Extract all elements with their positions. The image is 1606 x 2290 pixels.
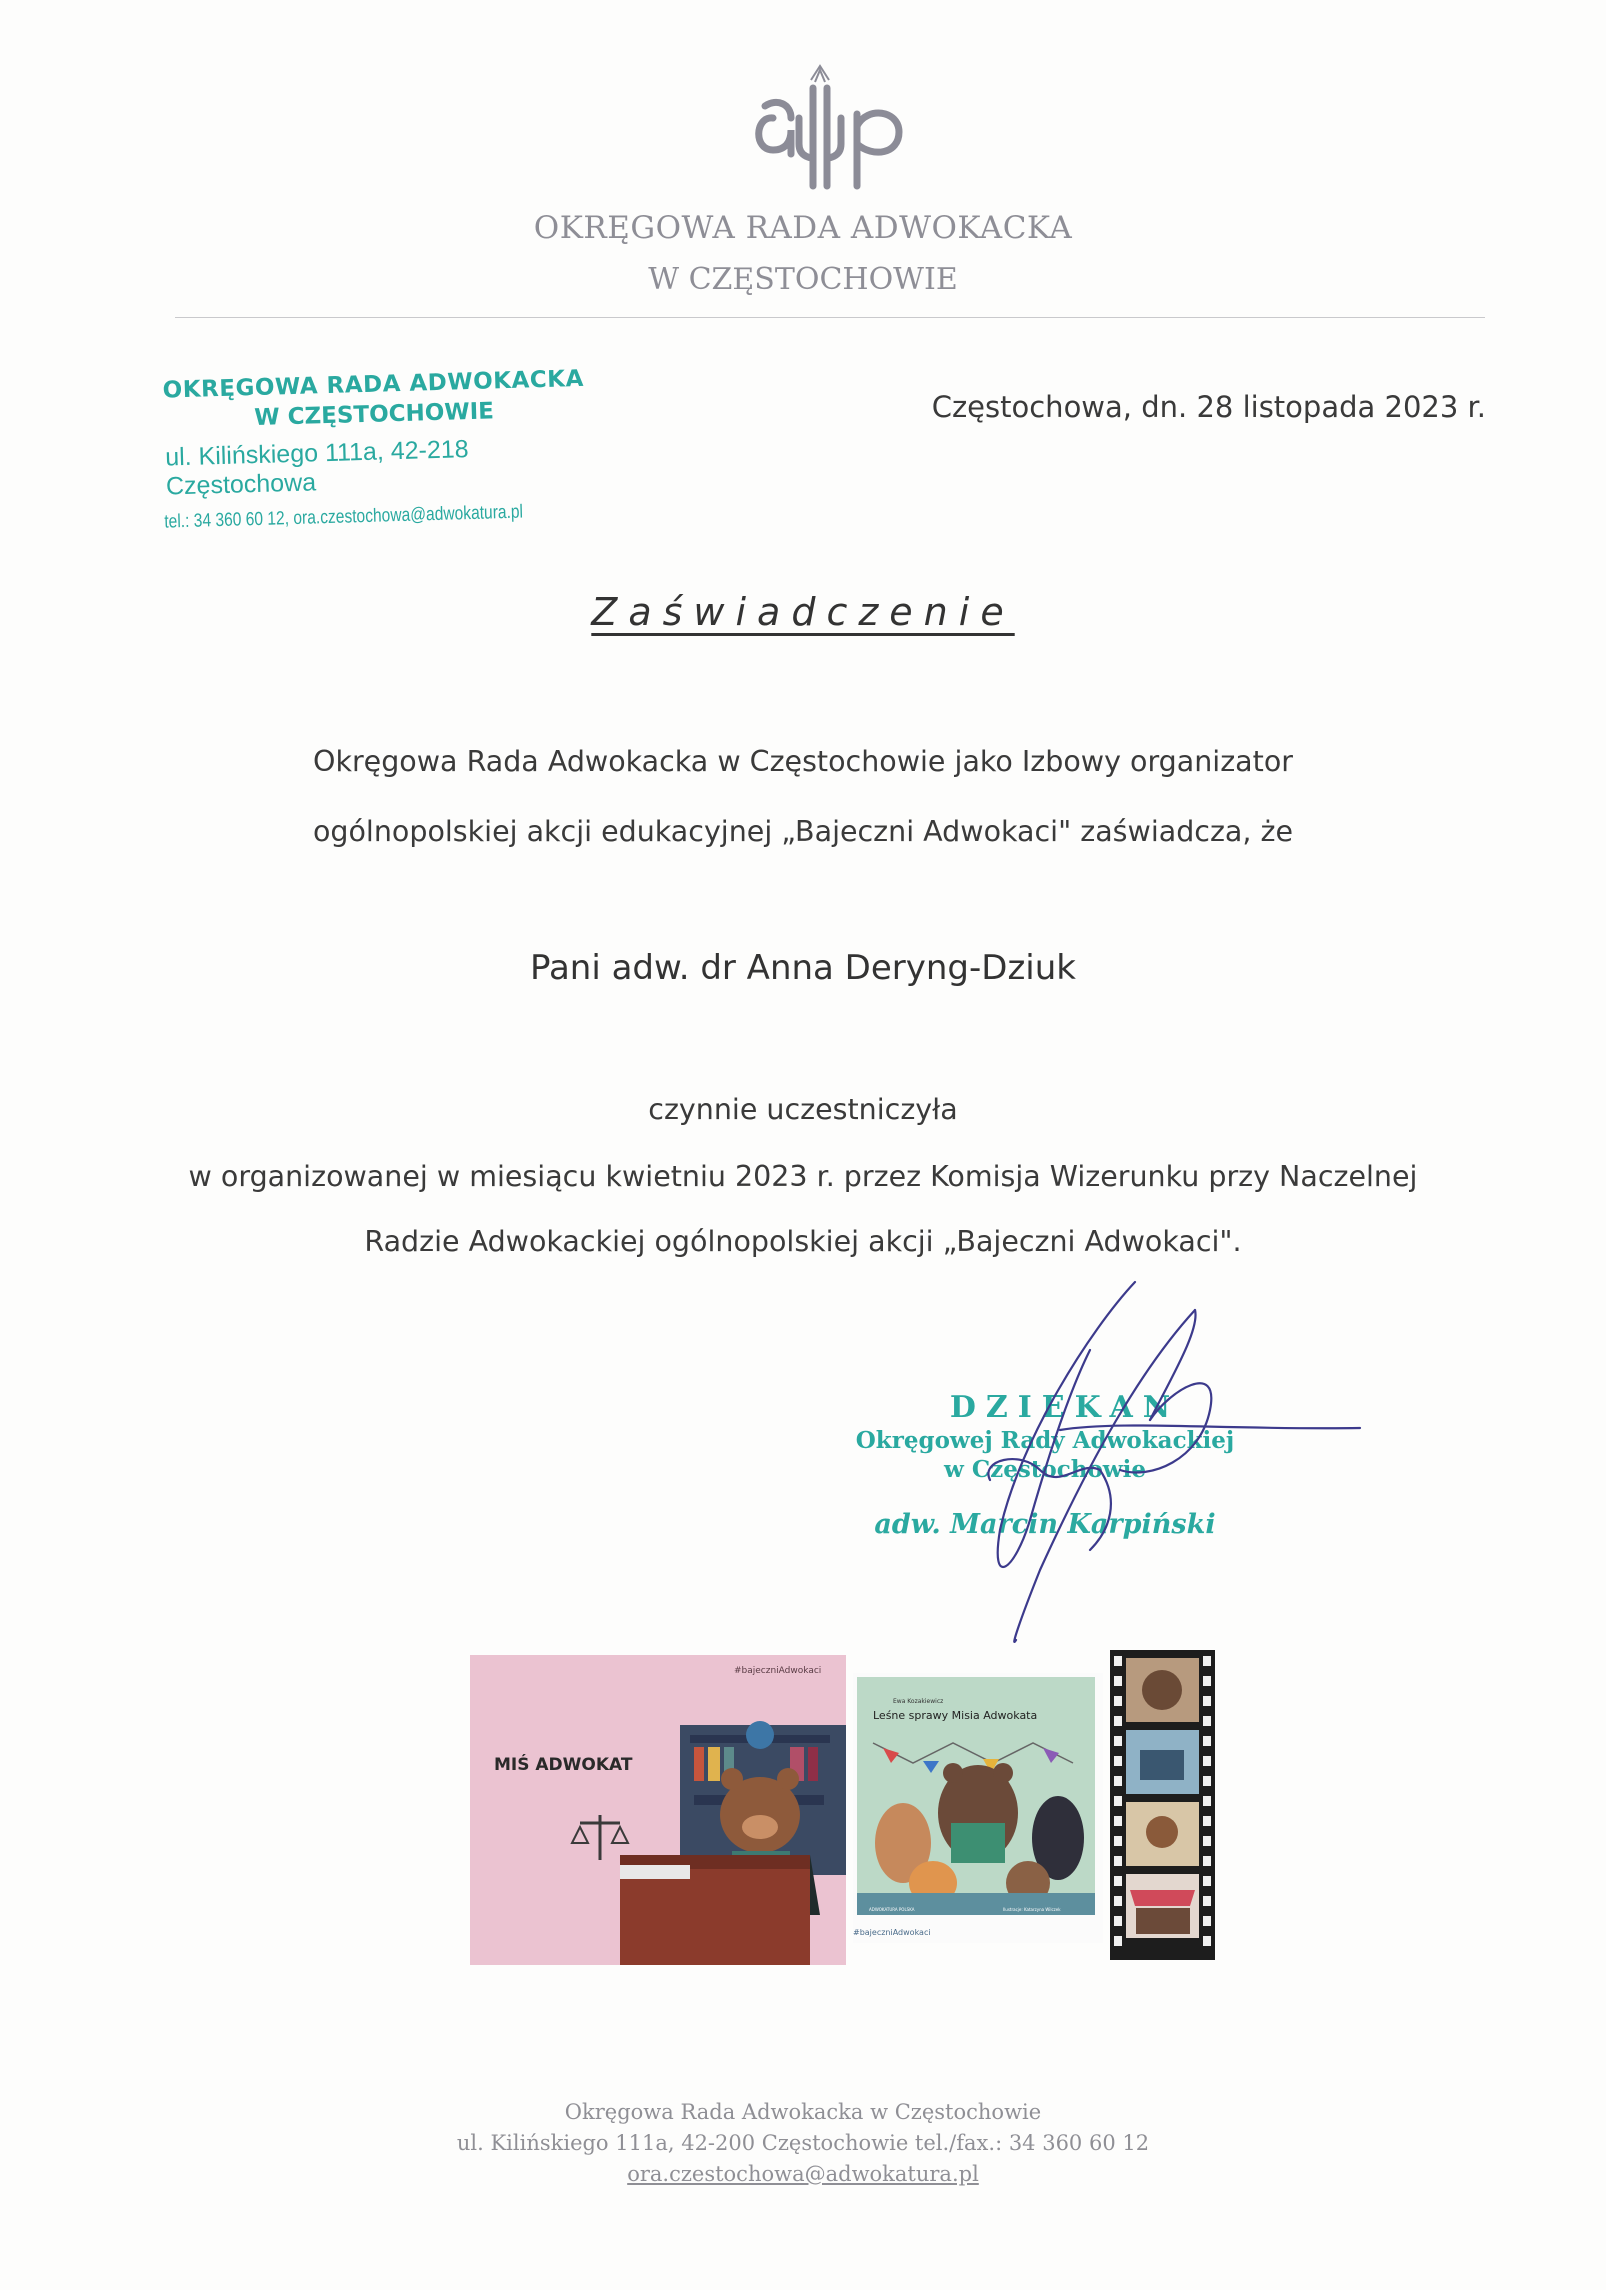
recipient-name: Pani adw. dr Anna Deryng-Dziuk [529,948,1076,988]
book-cover-image [853,1673,1103,1943]
book-publisher: ADWOKATURA POLSKA [869,1907,915,1912]
stamp-line-address: ul. Kilińskiego 111a, 42-218 Częstochowa [164,435,469,501]
dean-name: adw. Marcin Karpiński [874,1509,1216,1540]
letterhead-org-city: W CZĘSTOCHOWIE [648,262,958,297]
book-cover-illustration [853,1673,1103,1943]
dean-council: Okręgowej Rady Adwokackiej [855,1427,1235,1454]
poster-hashtag: #bajeczniAdwokaci [734,1666,822,1676]
document-date: Częstochowa, dn. 28 listopada 2023 r. [931,390,1486,424]
film-strip-illustration [1110,1650,1215,1960]
body-line5: Radzie Adwokackiej ogólnopolskiej akcji „Bajeczni Adwokaci". [364,1225,1242,1258]
stamp-line-city: W CZĘSTOCHOWIE [253,398,495,432]
address-stamp [148,365,622,534]
dean-city: w Częstochowie [944,1456,1146,1483]
book-author: Ewa Kozakiewicz [893,1698,944,1705]
poster-title: MIŚ ADWOKAT [494,1755,633,1775]
body-line3: czynnie uczestniczyła [648,1093,958,1126]
handwritten-signature [920,1270,1380,1650]
letterhead-divider [175,317,1485,318]
body-intro-line1: Okręgowa Rada Adwokacka w Częstochowie jako Izbowy organizator [313,745,1293,778]
film-strip-image [1110,1650,1215,1960]
book-title: Leśne sprawy Misia Adwokata [873,1709,1038,1722]
book-hashtag: #bajeczniAdwokaci [853,1928,931,1937]
stamp-line-contact: tel.: 34 360 60 12, ora.czestochowa@adwokatura.pl [164,501,524,533]
body-line4: w organizowanej w miesiącu kwietniu 2023 r. przez Komisja Wizerunku przy Naczelnej [188,1160,1418,1193]
ora-logo [735,58,925,198]
poster-image [470,1655,846,1965]
body-intro-line2: ogólnopolskiej akcji edukacyjnej „Bajeczni Adwokaci" zaświadcza, że [312,815,1294,848]
footer-address-phone: ul. Kilińskiego 111a, 42-200 Częstochowie tel./fax.: 34 360 60 12 [456,2131,1150,2155]
stamp-line-org: OKRĘGOWA RADA ADWOKACKA [162,365,585,404]
poster-illustration [470,1655,846,1965]
book-illustrator: Ilustracje: Katarzyna Wilczek [1003,1907,1061,1912]
footer-org-name: Okręgowa Rada Adwokacka w Częstochowie [564,2100,1042,2124]
footer-email: ora.czestochowa@adwokatura.pl [627,2162,979,2186]
document-title: Zaświadczenie [591,590,1015,634]
dean-title: DZIEKAN [949,1390,1181,1425]
letterhead-org-name: OKRĘGOWA RADA ADWOKACKA [533,210,1073,246]
